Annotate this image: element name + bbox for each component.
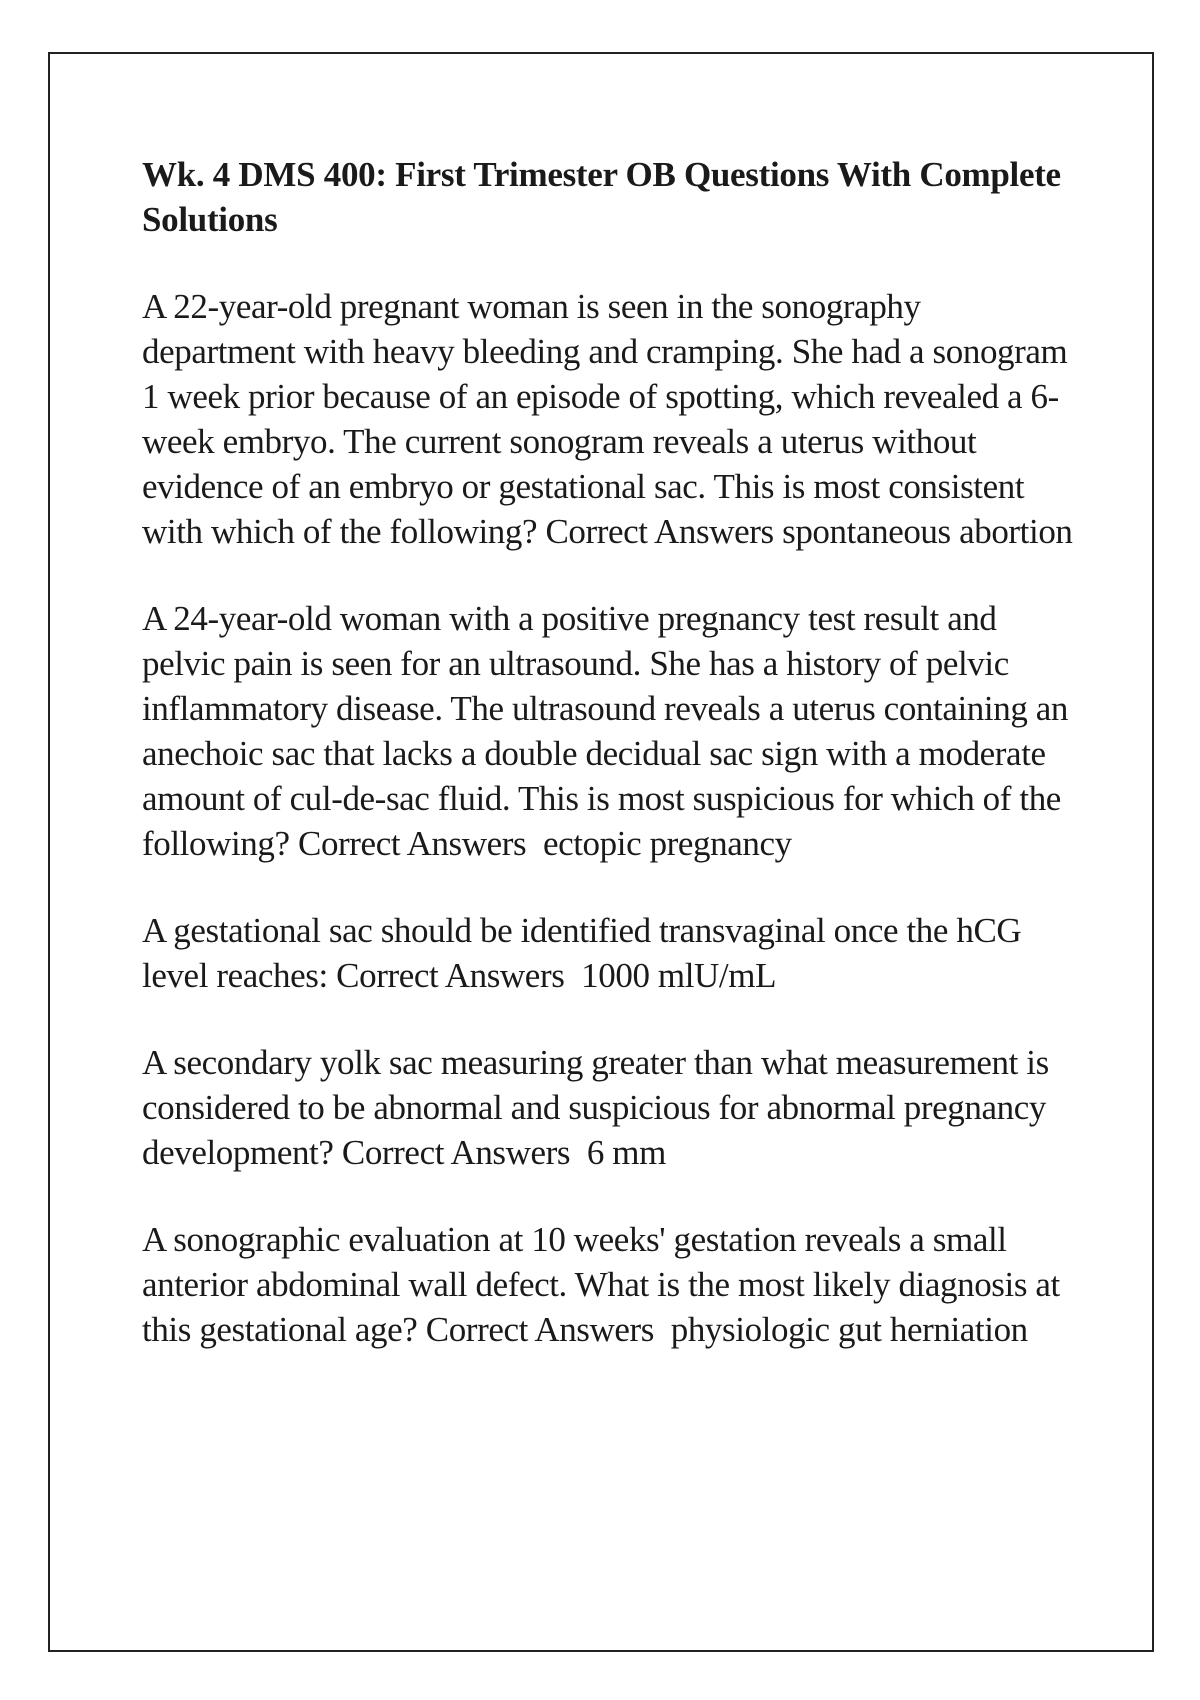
answer-text: spontaneous abortion	[782, 512, 1073, 551]
qa-item-3	[142, 908, 1082, 998]
document-title: Wk. 4 DMS 400: First Trimester OB Questions With Complete Solutions	[142, 155, 1061, 239]
question-text: A 22-year-old pregnant woman is seen in the sonography department with heavy bleeding and cramping. She had a sonogram 1 week prior because of an episode of spotting, which revealed a 6-week embryo. The current sonogram reveals a uterus without evidence of an embryo or gestational sac. This is most consistent with which of the following?	[142, 287, 1076, 551]
answer-label: Correct Answers	[336, 956, 565, 995]
answer-label: Correct Answers	[425, 1310, 655, 1349]
answer-label: Correct Answers	[298, 824, 527, 863]
answer-label: Correct Answers	[341, 1133, 571, 1172]
answer-text: 1000 mlU/mL	[581, 956, 777, 995]
question-text: A gestational sac should be identified transvaginal once the hCG level reaches:	[142, 911, 1030, 995]
document-body	[142, 152, 1082, 1394]
qa-item-4	[142, 1040, 1082, 1175]
answer-text: physiologic gut herniation	[670, 1310, 1028, 1349]
answer-text: 6 mm	[586, 1133, 666, 1172]
question-text: A 24-year-old woman with a positive pregnancy test result and pelvic pain is seen for an ultrasound. She has a history of pelvic inflammatory disease. The ultrasound reveals a uterus containing an anechoic sac that lacks a double decidual sac sign with a moderate amount of cul-de-sac fluid. This is most suspicious for which of the following?	[142, 599, 1077, 863]
qa-item-1	[142, 284, 1082, 554]
answer-label: Correct Answers	[545, 512, 774, 551]
qa-item-2	[142, 596, 1082, 866]
qa-item-5	[142, 1217, 1082, 1352]
answer-text: ectopic pregnancy	[542, 824, 792, 863]
question-text: A secondary yolk sac measuring greater than what measurement is considered to be abnormal and suspicious for abnormal pregnancy development?	[142, 1043, 1058, 1172]
question-text: A sonographic evaluation at 10 weeks' gestation reveals a small anterior abdominal wall defect. What is the most likely diagnosis at this gestational age?	[142, 1220, 1069, 1349]
